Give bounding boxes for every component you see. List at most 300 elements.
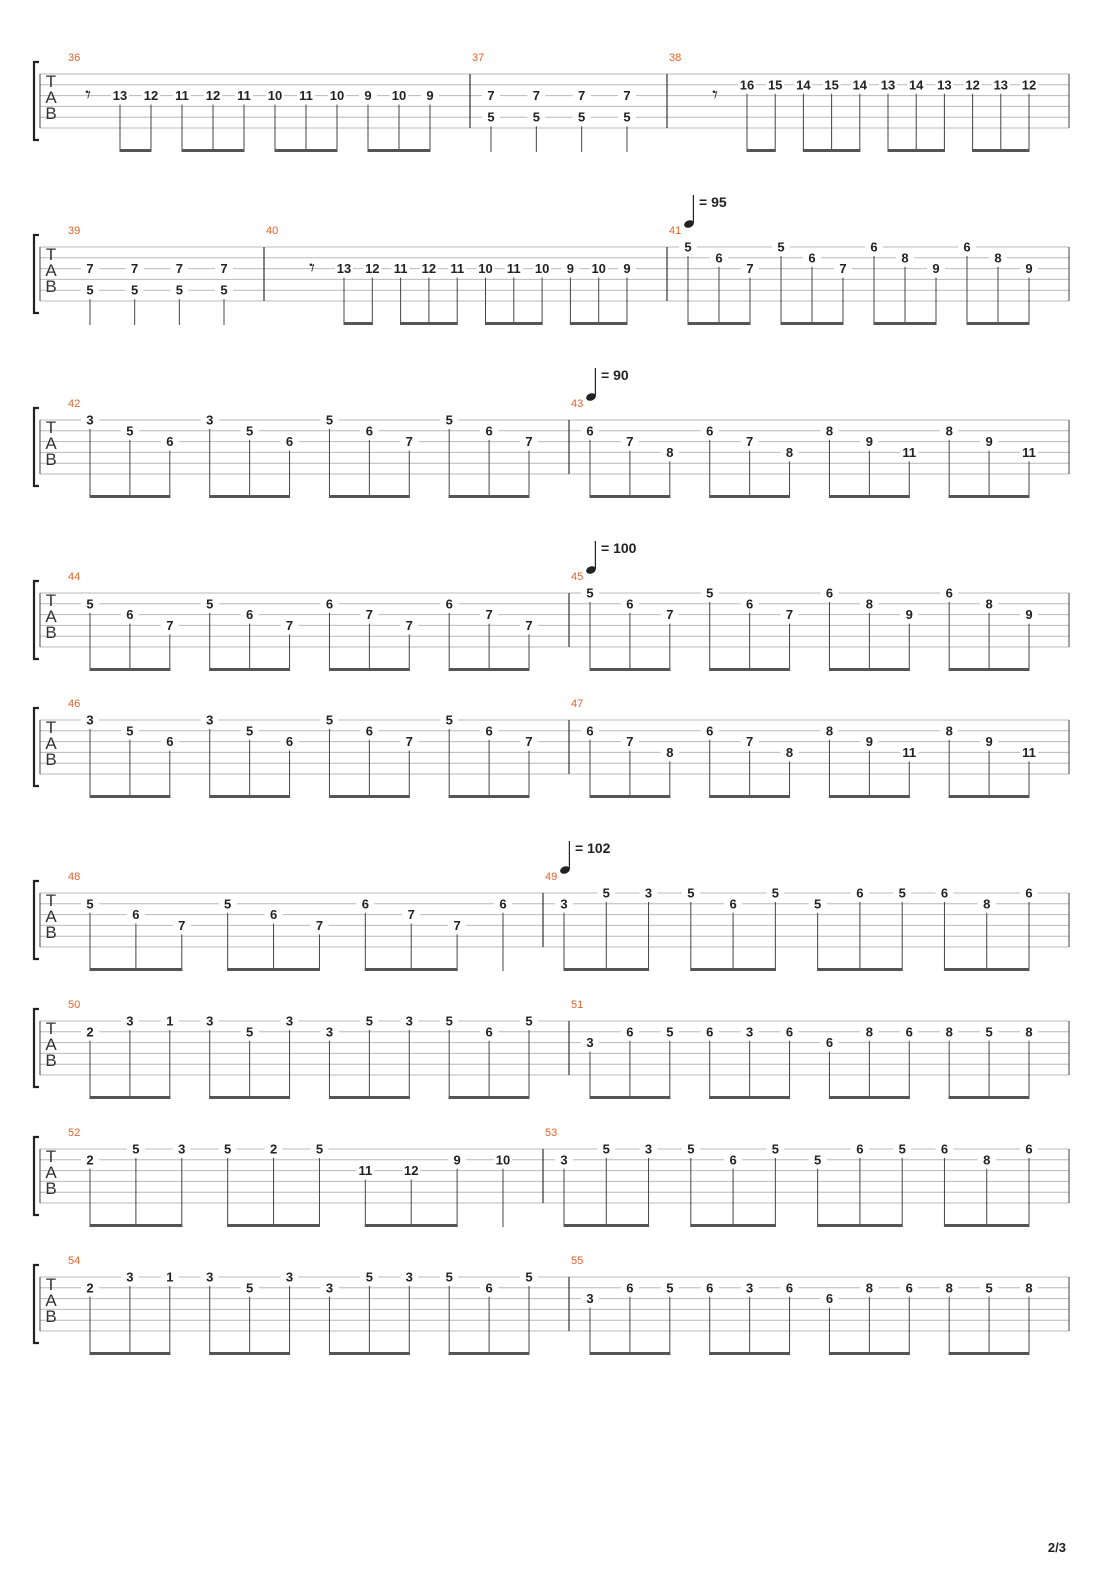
fret-number: 5 [578,109,586,125]
fret-number: 7 [839,261,847,277]
fret-number: 3 [746,1024,754,1040]
beam [90,968,183,971]
fret-number: 7 [453,917,461,933]
fret-number: 6 [729,896,737,912]
fret-number: 7 [405,434,413,450]
fret-number: 5 [246,1280,254,1296]
beam [944,1224,1030,1227]
fret-number: 10 [478,261,493,277]
tab-clef-letter: T [45,245,57,264]
fret-number: 7 [315,917,324,933]
fret-number: 6 [856,885,864,901]
fret-number: 3 [560,896,568,912]
fret-number: 12 [403,1163,419,1179]
fret-number: 3 [126,1269,134,1285]
beam [344,322,373,325]
fret-number: 6 [586,723,594,739]
fret-number: 5 [623,109,631,125]
fret-number: 2 [269,1141,278,1157]
tempo-marking: = 102 [575,840,611,856]
fret-number: 5 [666,1280,674,1296]
fret-number: 12 [143,88,159,104]
fret-number: 16 [739,77,755,93]
fret-number: 5 [985,1024,993,1040]
fret-number: 5 [898,1141,906,1157]
fret-number: 9 [905,607,913,623]
fret-number: 7 [365,607,373,623]
beam [400,322,458,325]
fret-number: 7 [86,261,94,277]
beam [590,1096,671,1099]
fret-number: 6 [940,885,949,901]
fret-number: 5 [445,712,453,728]
beam [368,149,431,152]
fret-number: 13 [993,77,1009,93]
fret-number: 5 [325,412,334,428]
fret-number: 8 [1025,1024,1033,1040]
fret-number: 5 [445,412,453,428]
beam [949,668,1030,671]
fret-number: 8 [901,250,909,266]
beam [829,495,910,498]
fret-number: 6 [715,250,723,266]
fret-number: 5 [684,239,692,255]
fret-number: 5 [777,239,785,255]
fret-number: 6 [365,723,373,739]
fret-number: 10 [495,1152,511,1168]
fret-number: 5 [365,1013,373,1029]
fret-number: 9 [426,88,434,104]
fret-number: 5 [985,1280,993,1296]
fret-number: 6 [1025,1141,1033,1157]
fret-number: 5 [602,1141,610,1157]
fret-number: 6 [246,607,254,623]
fret-number: 8 [945,1280,953,1296]
fret-number: 8 [825,423,834,439]
fret-number: 6 [905,1280,913,1296]
fret-number: 7 [405,617,413,633]
fret-number: 3 [325,1024,334,1040]
tab-clef-letter: A [45,1035,57,1054]
measure-number: 54 [68,1255,81,1267]
measure-number: 40 [266,225,279,237]
tab-clef-letter: T [45,718,57,737]
fret-number: 3 [86,412,94,428]
fret-number: 7 [285,617,294,633]
fret-number: 5 [706,585,714,601]
system-bracket [34,1009,39,1087]
fret-number: 9 [1025,261,1033,277]
fret-number: 6 [586,423,594,439]
fret-number: 5 [86,896,94,912]
fret-number: 15 [767,77,783,93]
fret-number: 7 [623,88,631,104]
fret-number: 10 [391,88,407,104]
measure-number: 50 [68,999,81,1011]
measure-number: 51 [571,999,584,1011]
fret-number: 10 [267,88,283,104]
fret-number: 8 [666,744,674,760]
fret-number: 5 [246,423,254,439]
beam [949,1096,1030,1099]
tab-clef-letter: B [45,750,57,769]
measure-number: 37 [472,52,485,64]
system-bracket [34,881,39,959]
fret-number: 5 [206,596,214,612]
fret-number: 5 [224,1141,232,1157]
beam [90,495,171,498]
beam [570,322,628,325]
beam [590,495,671,498]
measure-number: 46 [68,698,81,710]
fret-number: 6 [963,239,971,255]
fret-number: 6 [626,1024,634,1040]
fret-number: 3 [644,885,653,901]
fret-number: 10 [534,261,550,277]
fret-number: 6 [285,734,294,750]
beam [329,1096,410,1099]
fret-number: 11 [1022,444,1036,460]
beam [227,1224,320,1227]
fret-number: 6 [365,423,373,439]
measure-number: 41 [669,225,682,237]
fret-number: 5 [365,1269,373,1285]
fret-number: 6 [485,723,493,739]
fret-number: 11 [902,744,917,760]
beam [709,668,790,671]
fret-number: 6 [269,907,278,923]
fret-number: 3 [178,1141,186,1157]
beam [90,795,171,798]
beam [329,1352,410,1355]
beam [120,149,152,152]
tab-clef-letter: A [45,734,57,753]
fret-number: 11 [902,444,917,460]
measure-number: 52 [68,1127,81,1139]
fret-number: 7 [405,734,413,750]
fret-number: 6 [626,1280,634,1296]
fret-number: 7 [785,607,794,623]
tab-clef-letter: T [45,1147,57,1166]
fret-number: 7 [525,434,533,450]
fret-number: 8 [945,423,953,439]
beam [209,795,290,798]
beam [949,495,1030,498]
tab-clef-letter: B [45,104,57,123]
fret-number: 6 [485,1024,493,1040]
fret-number: 3 [405,1269,413,1285]
beam [227,968,320,971]
tab-clef-letter: T [45,1019,57,1038]
fret-number: 8 [945,1024,953,1040]
system-bracket [34,1265,39,1343]
fret-number: 3 [206,1013,214,1029]
beam [275,149,338,152]
fret-number: 5 [445,1269,453,1285]
tab-clef-letter: A [45,434,57,453]
fret-number: 9 [865,434,873,450]
fret-number: 5 [487,109,495,125]
tempo-marking: = 95 [699,194,727,210]
tab-clef-letter: T [45,418,57,437]
tab-clef-letter: A [45,607,57,626]
fret-number: 7 [131,261,139,277]
beam [817,968,903,971]
tab-clef-letter: B [45,450,57,469]
fret-number: 5 [814,896,822,912]
fret-number: 6 [485,423,493,439]
beam [365,1224,458,1227]
beam [564,968,650,971]
fret-number: 2 [86,1280,94,1296]
beam [709,795,790,798]
fret-number: 6 [445,596,453,612]
fret-number: 15 [824,77,839,93]
fret-number: 12 [205,88,221,104]
fret-number: 8 [865,1280,873,1296]
fret-number: 10 [591,261,606,277]
measure-number: 53 [545,1127,558,1139]
beam [209,495,290,498]
measure-number: 48 [68,871,81,883]
measure-number: 49 [545,871,558,883]
fret-number: 5 [126,423,134,439]
beam [182,149,245,152]
fret-number: 6 [706,1024,714,1040]
fret-number: 3 [560,1152,568,1168]
fret-number: 5 [220,282,228,298]
fret-number: 5 [814,1152,822,1168]
beam [829,1096,910,1099]
fret-number: 8 [865,1024,873,1040]
measure-number: 45 [571,571,584,583]
fret-number: 5 [525,1013,533,1029]
fret-number: 5 [687,1141,695,1157]
beam [690,968,776,971]
fret-number: 6 [626,596,634,612]
fret-number: 6 [808,250,816,266]
fret-number: 3 [126,1013,134,1029]
fret-number: 9 [932,261,940,277]
tab-clef-letter: B [45,623,57,642]
fret-number: 8 [994,250,1002,266]
system-bracket [34,1137,39,1215]
fret-number: 5 [687,885,695,901]
tab-clef-letter: B [45,1051,57,1070]
fret-number: 6 [126,607,134,623]
fret-number: 13 [112,88,128,104]
fret-number: 5 [602,885,610,901]
fret-number: 6 [706,723,714,739]
measure-number: 55 [571,1255,584,1267]
fret-number: 6 [785,1280,794,1296]
fret-number: 5 [132,1141,140,1157]
beam [209,1096,290,1099]
beam [709,1352,790,1355]
beam [90,1224,183,1227]
fret-number: 7 [487,88,495,104]
fret-number: 6 [166,734,174,750]
fret-number: 8 [945,723,953,739]
fret-number: 11 [299,88,313,104]
fret-number: 11 [175,88,189,104]
beam [949,795,1030,798]
fret-number: 14 [796,77,811,93]
fret-number: 5 [898,885,906,901]
tab-clef-letter: A [45,261,57,280]
fret-number: 6 [285,434,294,450]
fret-number: 7 [175,261,183,277]
fret-number: 5 [445,1013,453,1029]
fret-number: 9 [865,734,873,750]
beam [329,495,410,498]
fret-number: 5 [525,1269,533,1285]
tab-clef-letter: A [45,88,57,107]
fret-number: 8 [785,444,794,460]
fret-number: 6 [825,585,834,601]
fret-number: 9 [1025,607,1033,623]
beam [564,1224,650,1227]
fret-number: 6 [746,596,754,612]
tab-clef-letter: A [45,907,57,926]
beam [365,968,458,971]
tempo-marking: = 90 [601,367,629,383]
fret-number: 6 [825,1291,834,1307]
fret-number: 8 [983,896,991,912]
system-bracket [34,708,39,786]
fret-number: 5 [224,896,232,912]
fret-number: 5 [131,282,139,298]
fret-number: 6 [785,1024,794,1040]
fret-number: 7 [746,734,754,750]
fret-number: 9 [623,261,631,277]
fret-number: 7 [525,734,533,750]
tab-clef-letter: B [45,923,57,942]
fret-number: 5 [771,1141,779,1157]
beam [90,668,171,671]
beam [972,149,1029,152]
tab-clef-letter: A [45,1163,57,1182]
fret-number: 7 [578,88,586,104]
fret-number: 9 [985,734,993,750]
fret-number: 6 [905,1024,913,1040]
fret-number: 8 [1025,1280,1033,1296]
beam [888,149,945,152]
fret-number: 5 [246,723,254,739]
beam [209,668,290,671]
fret-number: 14 [908,77,924,93]
fret-number: 6 [485,1280,493,1296]
fret-number: 9 [985,434,993,450]
fret-number: 12 [1021,77,1037,93]
fret-number: 8 [825,723,834,739]
fret-number: 5 [666,1024,674,1040]
fret-number: 7 [525,617,533,633]
beam [485,322,543,325]
beam [449,795,530,798]
fret-number: 11 [450,261,465,277]
beam [803,149,860,152]
beam [449,495,530,498]
fret-number: 6 [729,1152,737,1168]
beam [829,1352,910,1355]
fret-number: 7 [178,917,186,933]
fret-number: 3 [586,1291,594,1307]
system-bracket [34,581,39,659]
beam [329,668,410,671]
beam [590,795,671,798]
beam [449,1096,530,1099]
measure-number: 39 [68,225,81,237]
fret-number: 8 [865,596,873,612]
tab-clef-letter: T [45,1275,57,1294]
fret-number: 7 [220,261,228,277]
fret-number: 12 [965,77,980,93]
tab-clef-letter: T [45,591,57,610]
fret-number: 5 [315,1141,324,1157]
beam [944,968,1030,971]
fret-number: 7 [166,617,174,633]
fret-number: 10 [329,88,345,104]
measure-number: 44 [68,571,81,583]
fret-number: 3 [285,1013,294,1029]
fret-number: 8 [985,596,993,612]
fret-number: 7 [407,907,415,923]
beam [829,795,910,798]
fret-number: 6 [132,907,140,923]
fret-number: 5 [246,1024,254,1040]
fret-number: 5 [86,282,94,298]
fret-number: 9 [566,261,575,277]
eighth-rest: 𝄾 [712,83,718,108]
beam [90,1352,171,1355]
fret-number: 6 [856,1141,864,1157]
fret-number: 3 [206,1269,214,1285]
fret-number: 11 [393,261,408,277]
fret-number: 8 [666,444,674,460]
measure-number: 38 [669,52,682,64]
fret-number: 11 [1022,744,1036,760]
fret-number: 3 [285,1269,294,1285]
measure-number: 42 [68,398,81,410]
fret-number: 6 [499,896,507,912]
fret-number: 12 [365,261,380,277]
beam [874,322,937,325]
beam [449,668,530,671]
fret-number: 6 [706,1280,714,1296]
measure-number: 47 [571,698,584,710]
beam [688,322,751,325]
fret-number: 3 [206,412,214,428]
fret-number: 3 [206,712,214,728]
beam [967,322,1030,325]
fret-number: 11 [506,261,521,277]
fret-number: 3 [325,1280,334,1296]
tab-clef-letter: B [45,277,57,296]
fret-number: 2 [86,1024,94,1040]
fret-number: 5 [325,712,334,728]
tab-clef-letter: A [45,1291,57,1310]
fret-number: 13 [937,77,952,93]
beam [709,495,790,498]
fret-number: 3 [644,1141,653,1157]
fret-number: 12 [421,261,437,277]
tab-clef-letter: T [45,891,57,910]
beam [781,322,844,325]
tempo-marking: = 100 [601,540,637,556]
fret-number: 6 [940,1141,949,1157]
eighth-rest: 𝄾 [309,256,315,281]
